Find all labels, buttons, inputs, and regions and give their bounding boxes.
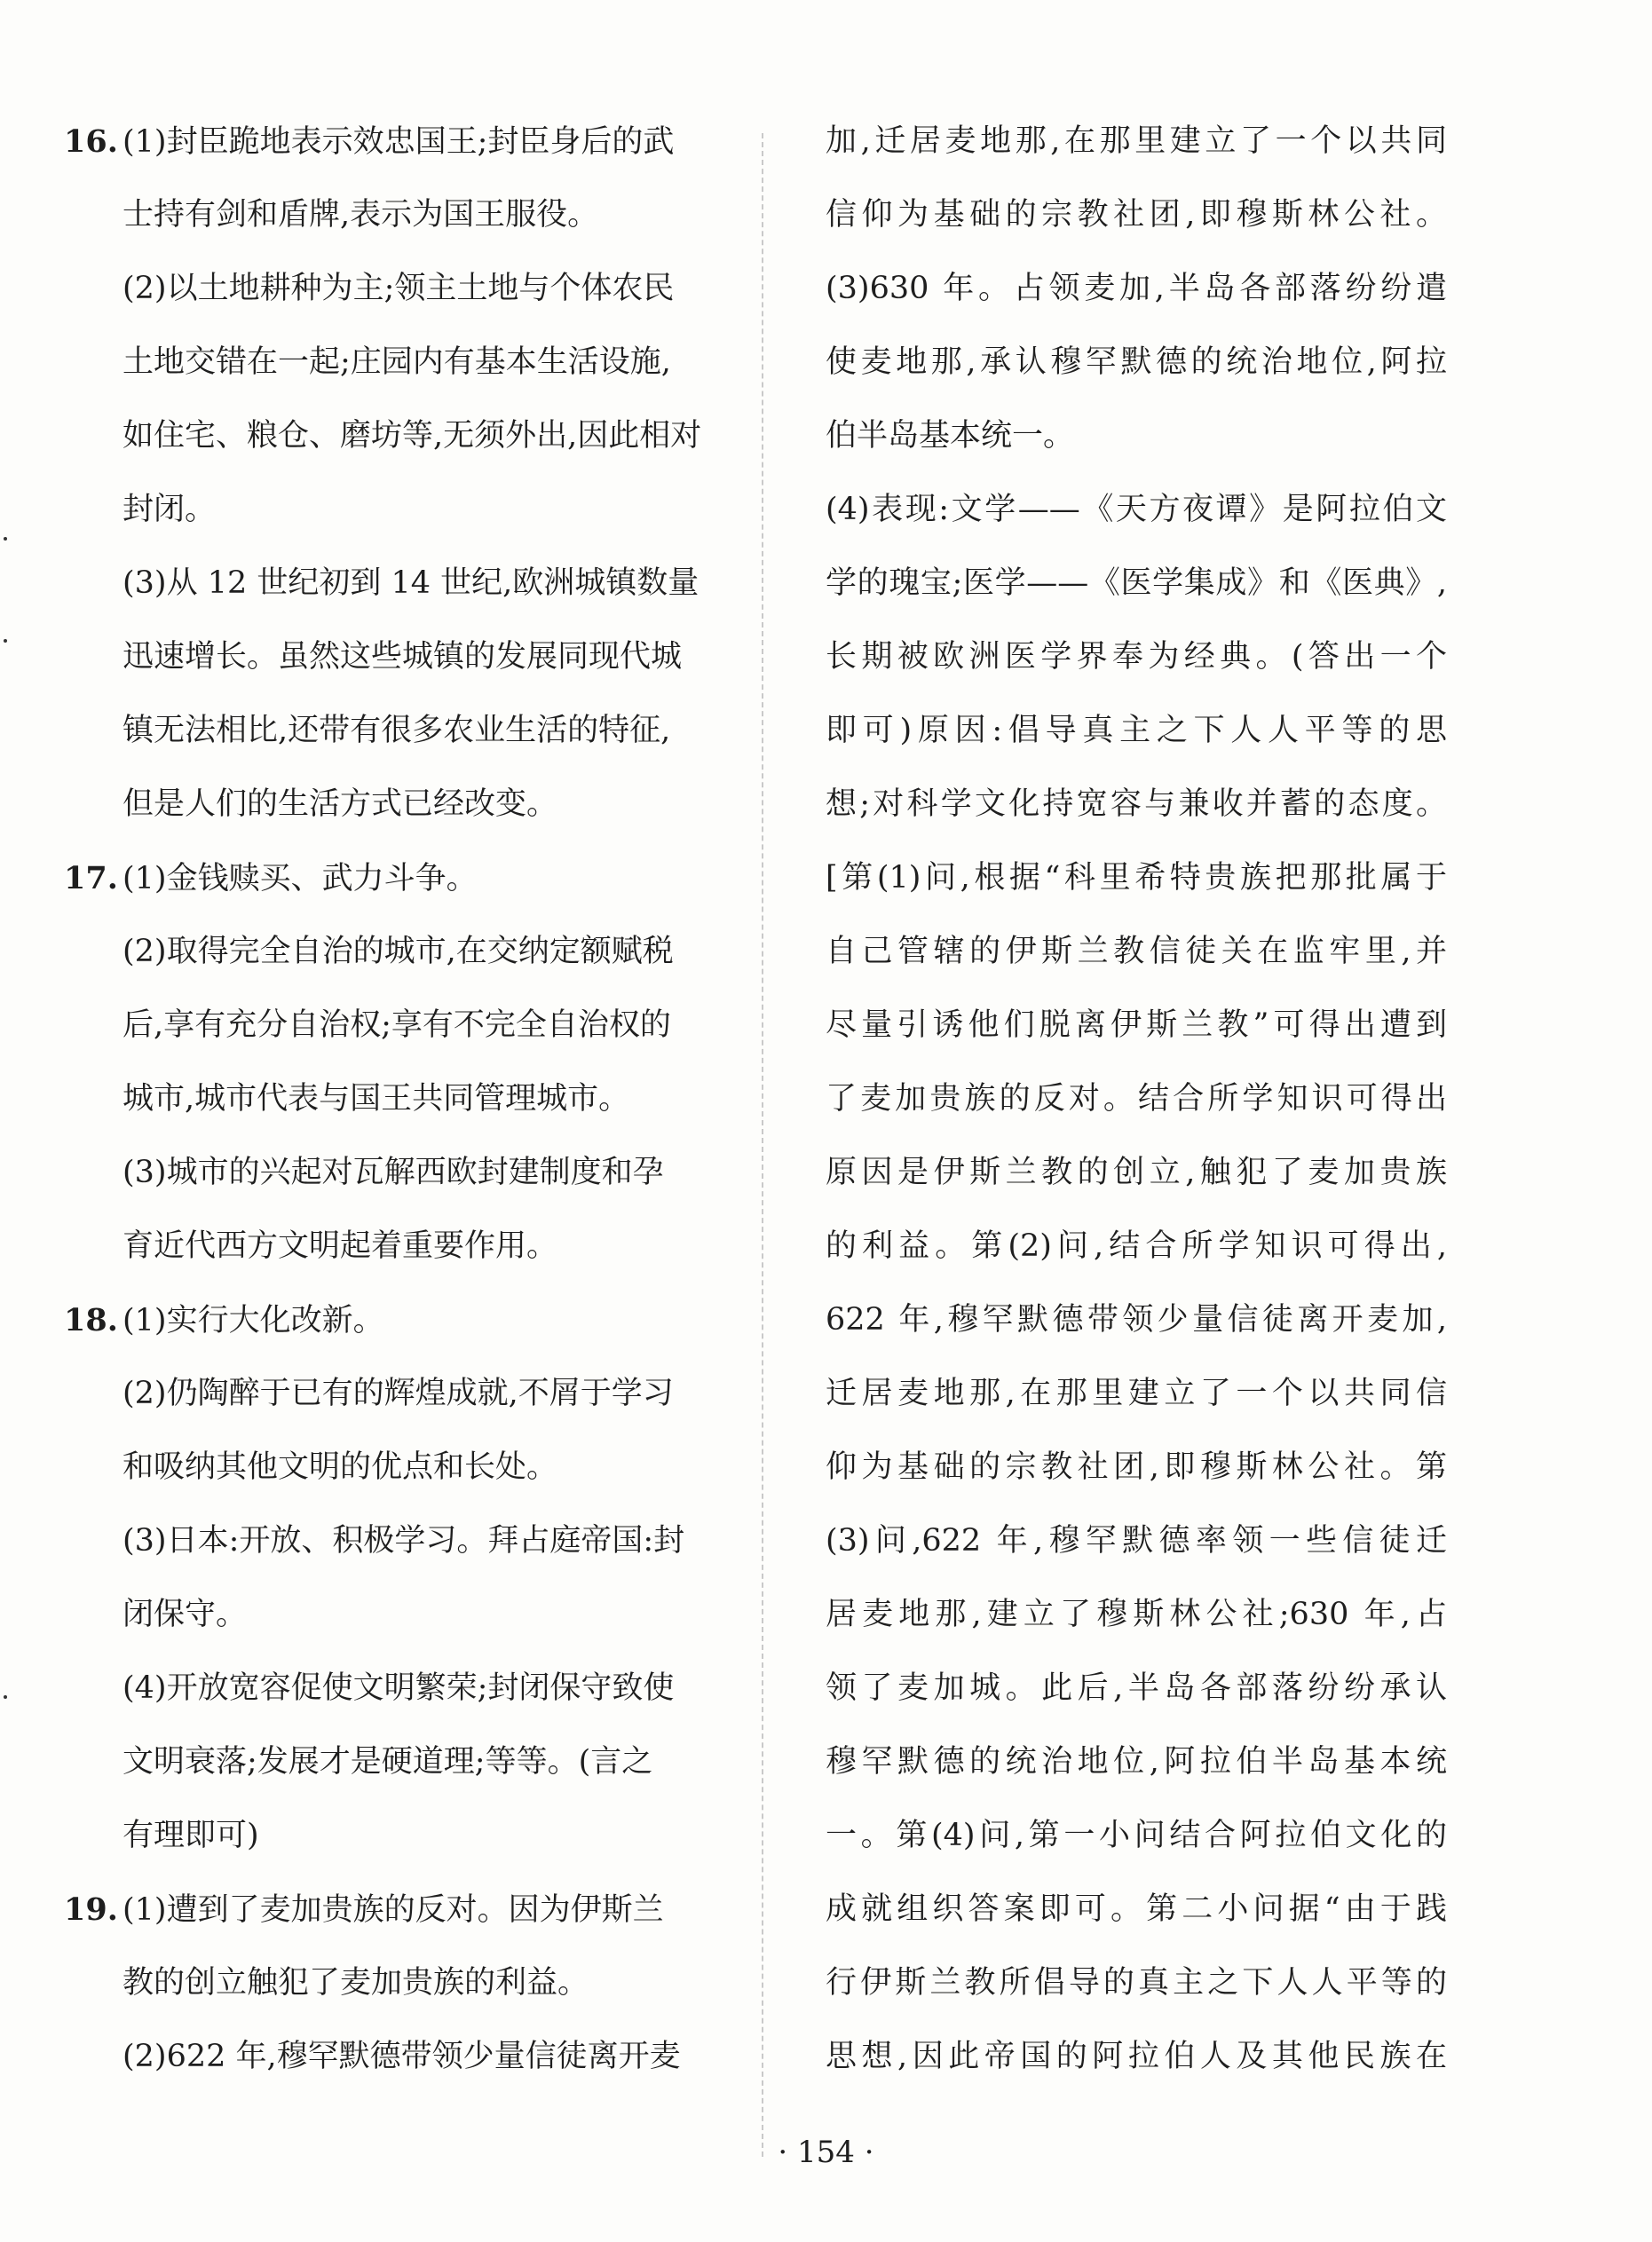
text-line: 闭保守。 [123,1597,248,1632]
text-line: 加,迁居麦地那,在那里建立了一个以共同 [826,123,1447,159]
text-line: 文明衰落;发展才是硬道理;等等。(言之 [123,1744,653,1780]
text-line: 行伊斯兰教所倡导的真主之下人人平等的 [826,1965,1447,2001]
question-17 [64,841,747,1283]
scan-mark [4,1695,7,1699]
text-line: 迁居麦地那,在那里建立了一个以共同信 [826,1376,1447,1411]
text-line: 领了麦加城。此后,半岛各部落纷纷承认 [826,1670,1447,1706]
text-line: (4)表现:文学——《天方夜谭》是阿拉伯文 [826,492,1447,527]
text-line: (3)从 12 世纪初到 14 世纪,欧洲城镇数量 [123,565,700,601]
text-line: 长期被欧洲医学界奉为经典。(答出一个 [826,639,1447,675]
text-line: 自己管辖的伊斯兰教信徒关在监牢里,并 [826,934,1447,969]
text-line: (4)开放宽容促使文明繁荣;封闭保守致使 [123,1670,675,1706]
scan-mark [4,639,7,643]
right-column [826,105,1447,2094]
text-line: 育近代西方文明起着重要作用。 [123,1228,558,1264]
text-line: 18. (1)实行大化改新。 [64,1283,747,1357]
column-divider [762,133,763,2157]
text-line: 学的瑰宝;医学——《医学集成》和《医典》, [826,565,1447,601]
text-line: 城市,城市代表与国王共同管理城市。 [123,1081,630,1117]
text-line: 但是人们的生活方式已经改变。 [123,786,558,822]
question-number: 19. [64,1891,118,1928]
question-number: 17. [64,860,118,896]
text-line: (3)城市的兴起对瓦解西欧封建制度和孕 [123,1155,664,1190]
text-line: 即可)原因:倡导真主之下人人平等的思 [826,713,1447,748]
text-line: 居麦地那,建立了穆斯林公社;630 年,占 [826,1597,1447,1632]
text-line: 封闭。 [123,492,217,527]
text-line: 尽量引诱他们脱离伊斯兰教”可得出遭到 [826,1007,1447,1043]
text-line: 后,享有充分自治权;享有不完全自治权的 [123,1007,671,1043]
text-line: 伯半岛基本统一。 [826,418,1075,454]
text-line: 有理即可) [123,1818,259,1853]
text-line: (3)日本:开放、积极学习。拜占庭帝国:封 [123,1523,685,1559]
text-line: 16. (1)封臣跪地表示效忠国王;封臣身后的武 [64,105,747,178]
question-19 [64,1873,747,2094]
text-line: 的利益。第(2)问,结合所学知识可得出, [826,1228,1447,1264]
text-line: 士持有剑和盾牌,表示为国王服役。 [123,197,599,233]
question-18 [64,1283,747,1873]
text-line: (3)问,622 年,穆罕默德率领一些信徒迁 [826,1523,1447,1559]
scan-mark [4,537,7,541]
left-column [64,105,747,2094]
question-number: 18. [64,1302,118,1338]
text-line: 一。第(4)问,第一小问结合阿拉伯文化的 [826,1818,1447,1853]
text-line: 和吸纳其他文明的优点和长处。 [123,1449,558,1485]
text-line: 17. (1)金钱赎买、武力斗争。 [64,841,747,915]
question-16 [64,105,747,841]
page-number: · 154 · [778,2135,874,2170]
text-line: 教的创立触犯了麦加贵族的利益。 [123,1965,589,2001]
text-line: [第(1)问,根据“科里希特贵族把那批属于 [826,860,1447,896]
text-line: 思想,因此帝国的阿拉伯人及其他民族在 [826,2039,1447,2074]
text-line: 想;对科学文化持宽容与兼收并蓄的态度。 [826,786,1447,822]
question-number: 16. [64,123,118,160]
text-line: 信仰为基础的宗教社团,即穆斯林公社。 [826,197,1447,233]
text-line: 成就组织答案即可。第二小问据“由于践 [826,1891,1447,1927]
text-line: 如住宅、粮仓、磨坊等,无须外出,因此相对 [123,418,702,454]
text-line: (2)622 年,穆罕默德带领少量信徒离开麦 [123,2039,681,2074]
text-line: 土地交错在一起;庄园内有基本生活设施, [123,344,671,380]
text-line: 使麦地那,承认穆罕默德的统治地位,阿拉 [826,344,1447,380]
text-line: (2)仍陶醉于已有的辉煌成就,不屑于学习 [123,1376,674,1411]
text-line: 仰为基础的宗教社团,即穆斯林公社。第 [826,1449,1447,1485]
text-line: 原因是伊斯兰教的创立,触犯了麦加贵族 [826,1155,1447,1190]
text-line: 穆罕默德的统治地位,阿拉伯半岛基本统 [826,1744,1447,1780]
text-line: 19. (1)遭到了麦加贵族的反对。因为伊斯兰 [64,1873,747,1946]
text-line: (2)以土地耕种为主;领主土地与个体农民 [123,271,675,306]
text-line: 622 年,穆罕默德带领少量信徒离开麦加, [826,1302,1447,1338]
text-line: (2)取得完全自治的城市,在交纳定额赋税 [123,934,674,969]
text-line: 了麦加贵族的反对。结合所学知识可得出 [826,1081,1447,1117]
text-line: (3)630 年。占领麦加,半岛各部落纷纷遣 [826,271,1447,306]
text-line: 镇无法相比,还带有很多农业生活的特征, [123,713,671,748]
text-line: 迅速增长。虽然这些城镇的发展同现代城 [123,639,683,675]
